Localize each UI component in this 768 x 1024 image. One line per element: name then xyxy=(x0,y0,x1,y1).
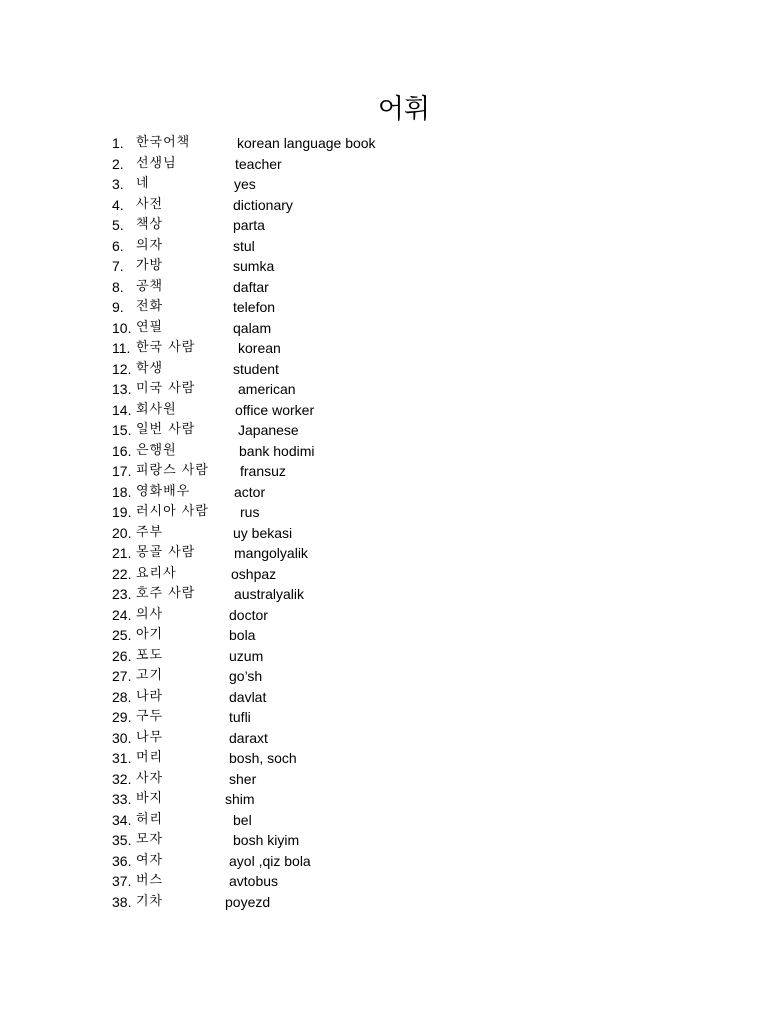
item-number: 13. xyxy=(112,381,132,397)
translation: yes xyxy=(234,176,256,192)
item-number: 27. xyxy=(112,668,132,684)
item-number: 17. xyxy=(112,463,132,479)
korean-word: 네 xyxy=(136,176,150,191)
translation: tufli xyxy=(229,709,251,725)
item-number: 2. xyxy=(112,155,124,172)
translation: student xyxy=(233,360,279,377)
translation: australyalik xyxy=(234,586,305,602)
translation: fransuz xyxy=(240,463,286,479)
korean-word: 한국 사람 xyxy=(136,340,196,355)
korean-word: 회사원 xyxy=(136,401,177,417)
translation: poyezd xyxy=(225,893,271,910)
item-number: 38. xyxy=(112,893,132,910)
translation: telefon xyxy=(233,299,276,315)
translation: bel xyxy=(233,811,252,828)
korean-word: 사자 xyxy=(136,770,164,786)
translation: doctor xyxy=(229,606,268,623)
translation: parta xyxy=(233,217,265,233)
item-number: 18. xyxy=(112,483,132,500)
korean-word: 바지 xyxy=(136,791,164,806)
item-number: 23. xyxy=(112,586,132,602)
translation: rus xyxy=(240,504,260,520)
item-number: 33. xyxy=(112,791,132,807)
korean-word: 연필 xyxy=(136,319,164,335)
translation: mangolyalik xyxy=(234,545,308,561)
page-title: 어휘 xyxy=(377,94,431,125)
korean-word: 머리 xyxy=(136,750,164,765)
korean-word: 은행원 xyxy=(136,442,177,458)
korean-word: 선생님 xyxy=(136,155,177,171)
translation: daftar xyxy=(233,278,269,295)
translation: sher xyxy=(229,770,257,787)
korean-word: 포도 xyxy=(136,647,164,663)
item-number: 1. xyxy=(112,135,124,151)
item-number: 31. xyxy=(112,750,132,766)
korean-word: 나라 xyxy=(136,688,164,704)
translation: go’sh xyxy=(229,668,263,684)
item-number: 25. xyxy=(112,627,132,643)
translation: Japanese xyxy=(238,422,299,438)
translation: oshpaz xyxy=(231,565,277,582)
item-number: 29. xyxy=(112,709,132,725)
korean-word: 미국 사람 xyxy=(136,381,196,396)
korean-word: 아기 xyxy=(136,627,164,642)
item-number: 14. xyxy=(112,401,132,418)
korean-word: 구두 xyxy=(136,709,164,724)
korean-word: 허리 xyxy=(136,811,164,827)
item-number: 32. xyxy=(112,770,132,787)
korean-word: 가방 xyxy=(136,258,164,273)
item-number: 3. xyxy=(112,176,124,192)
translation: office worker xyxy=(235,401,315,418)
item-number: 11. xyxy=(112,340,131,356)
translation: uzum xyxy=(229,647,264,664)
korean-word: 모자 xyxy=(136,832,164,847)
item-number: 6. xyxy=(112,237,124,254)
item-number: 35. xyxy=(112,832,132,848)
translation: dictionary xyxy=(233,196,293,213)
translation: actor xyxy=(234,483,266,500)
translation: uy bekasi xyxy=(233,524,293,541)
item-number: 8. xyxy=(112,278,124,295)
korean-word: 몽골 사람 xyxy=(136,545,196,560)
item-number: 24. xyxy=(112,606,132,623)
korean-word: 영화배우 xyxy=(136,483,191,499)
translation: korean xyxy=(238,340,281,356)
translation: shim xyxy=(225,791,255,807)
translation: bosh, soch xyxy=(229,750,297,766)
korean-word: 공책 xyxy=(136,278,164,294)
translation: daraxt xyxy=(229,729,268,746)
translation: ayol ,qiz bola xyxy=(229,852,311,869)
translation: sumka xyxy=(233,258,275,274)
item-number: 15. xyxy=(112,422,132,438)
translation: stul xyxy=(233,237,255,254)
translation: avtobus xyxy=(229,873,279,889)
korean-word: 여자 xyxy=(136,852,164,868)
korean-word: 사전 xyxy=(136,196,164,212)
item-number: 36. xyxy=(112,852,132,869)
korean-word: 러시아 사람 xyxy=(136,504,209,519)
item-number: 16. xyxy=(112,442,132,459)
translation: bank hodimi xyxy=(239,442,315,459)
translation: teacher xyxy=(235,155,282,172)
translation: korean language book xyxy=(237,135,376,151)
item-number: 21. xyxy=(112,545,132,561)
korean-word: 책상 xyxy=(136,217,164,232)
item-number: 10. xyxy=(112,319,132,336)
korean-word: 요리사 xyxy=(136,565,177,581)
item-number: 30. xyxy=(112,729,132,746)
item-number: 9. xyxy=(112,299,124,315)
translation: bola xyxy=(229,627,256,643)
item-number: 12. xyxy=(112,360,132,377)
korean-word: 일번 사람 xyxy=(136,422,196,437)
item-number: 4. xyxy=(112,196,124,213)
korean-word: 기차 xyxy=(136,893,164,909)
item-number: 34. xyxy=(112,811,132,828)
translation: american xyxy=(238,381,296,397)
korean-word: 나무 xyxy=(136,729,164,745)
korean-word: 피랑스 사람 xyxy=(136,463,209,478)
item-number: 22. xyxy=(112,565,132,582)
korean-word: 의사 xyxy=(136,606,164,622)
korean-word: 의자 xyxy=(136,237,164,253)
korean-word: 학생 xyxy=(136,360,164,376)
item-number: 37. xyxy=(112,873,132,889)
translation: davlat xyxy=(229,688,267,705)
korean-word: 호주 사람 xyxy=(136,586,196,601)
item-number: 19. xyxy=(112,504,132,520)
korean-word: 고기 xyxy=(136,668,164,683)
korean-word: 전화 xyxy=(136,299,164,314)
korean-word: 한국어책 xyxy=(136,135,191,150)
korean-word: 주부 xyxy=(136,524,164,540)
korean-word: 버스 xyxy=(136,873,164,888)
item-number: 28. xyxy=(112,688,132,705)
translation: qalam xyxy=(233,319,272,336)
item-number: 26. xyxy=(112,647,132,664)
item-number: 20. xyxy=(112,524,132,541)
item-number: 7. xyxy=(112,258,124,274)
translation: bosh kiyim xyxy=(233,832,300,848)
item-number: 5. xyxy=(112,217,124,233)
